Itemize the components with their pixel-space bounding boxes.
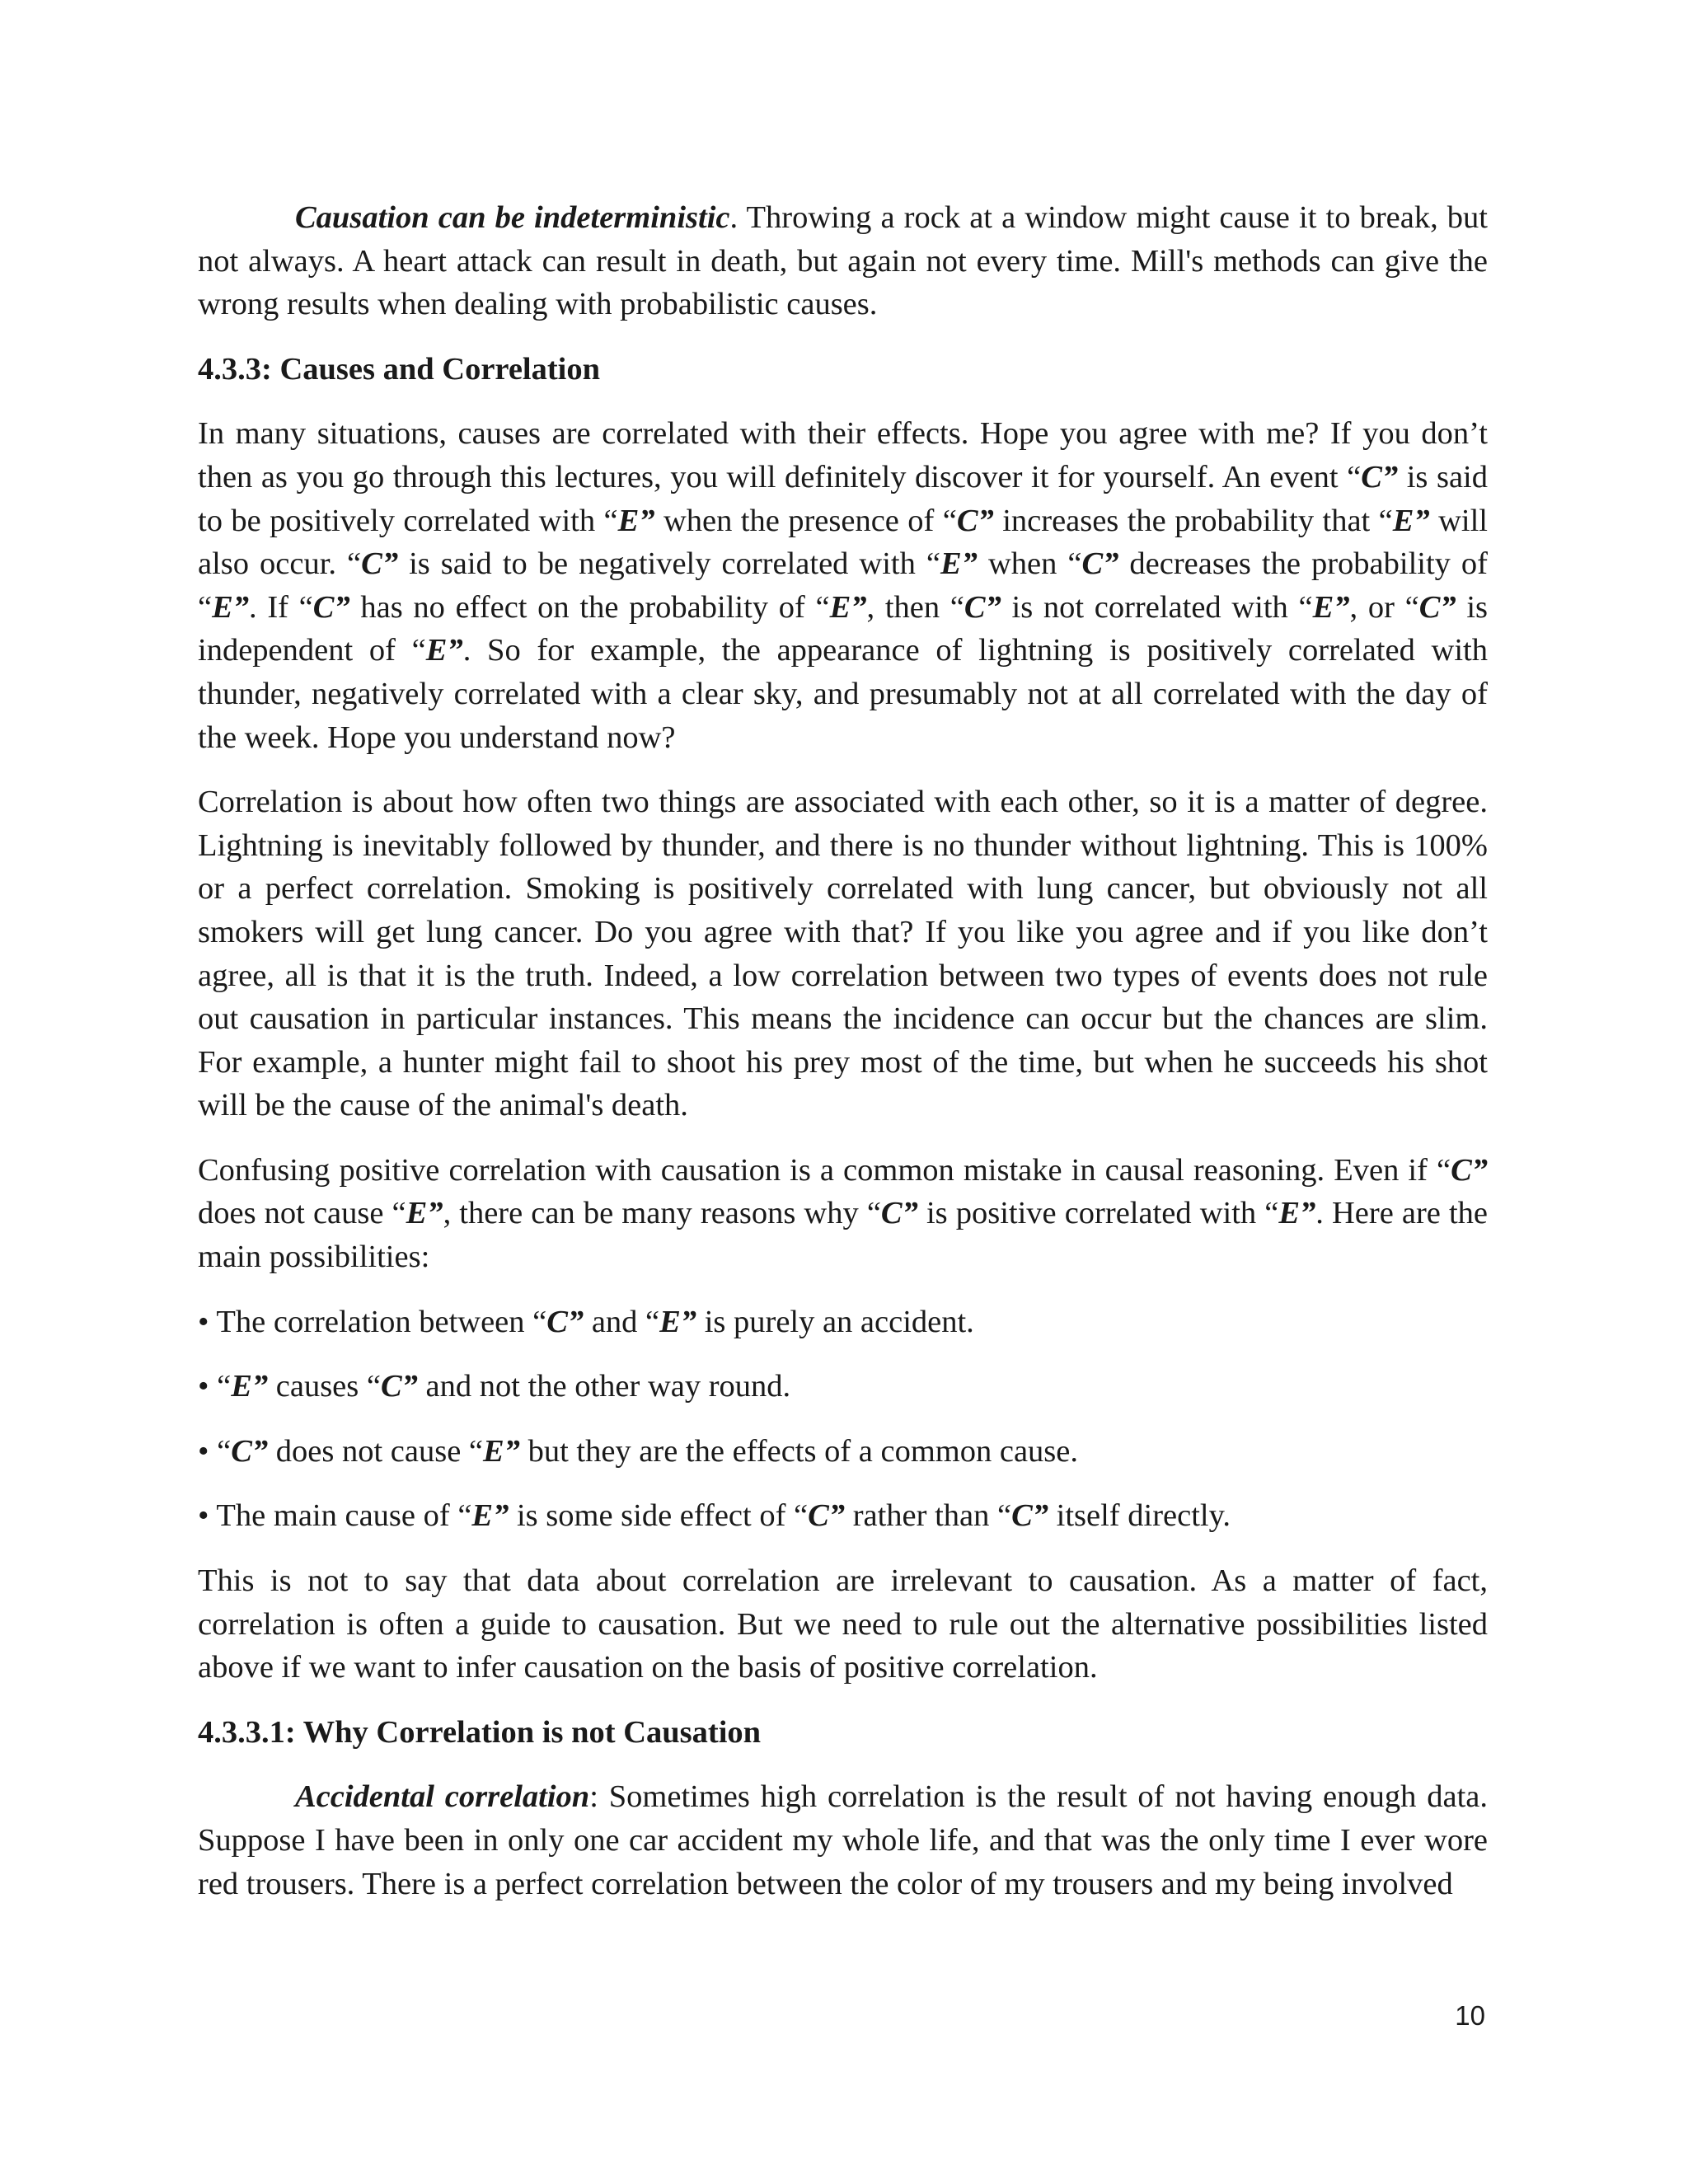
text-run: • The main cause of “	[198, 1498, 472, 1534]
text-run: is some side effect of “	[509, 1498, 809, 1534]
text-run: and “	[584, 1304, 660, 1339]
text-run: is said to be negatively correlated with “	[398, 546, 940, 582]
text-run: . If “	[249, 589, 313, 625]
symbol-e: E”	[940, 546, 978, 582]
paragraph-correlation-definition	[198, 412, 1488, 759]
text-run: • The correlation between “	[198, 1304, 547, 1339]
paragraph-text: : Sometimes high correlation is the result of not having enough data. Suppose I have been in only one car accident my whole life, and that was the only time I ever wore red trousers. There is a perfect correlation between the color of my trousers and my being involved	[198, 1779, 1488, 1901]
symbol-c: C”	[361, 546, 399, 582]
page-content	[198, 196, 1488, 1927]
text-run: is positive correlated with “	[917, 1196, 1279, 1231]
text-run: rather than “	[845, 1498, 1012, 1534]
page-number: 10	[1455, 2000, 1485, 2031]
text-run: when the presence of “	[654, 503, 957, 538]
text-run: does not cause “	[198, 1196, 406, 1231]
emphasis-lead: Causation can be indeterministic	[295, 200, 730, 235]
paragraph-accidental-correlation	[198, 1775, 1488, 1905]
symbol-e: E”	[659, 1304, 697, 1339]
list-item	[198, 1301, 1488, 1344]
text-run: is not correlated with “	[1001, 589, 1313, 625]
section-heading-causes-correlation: 4.3.3: Causes and Correlation	[198, 351, 601, 387]
text-run: but they are the effects of a common cause.	[519, 1433, 1078, 1469]
text-run: , there can be many reasons why “	[443, 1196, 881, 1231]
symbol-e: E”	[483, 1433, 520, 1469]
symbol-c: C”	[880, 1196, 918, 1231]
paragraph-indeterministic	[198, 196, 1488, 326]
symbol-e: E”	[231, 1369, 269, 1404]
text-run: is purely an accident.	[696, 1304, 974, 1339]
text-run: Confusing positive correlation with causation is a common mistake in causal reasoning. Even if “	[198, 1152, 1451, 1188]
symbol-c: C”	[1451, 1152, 1488, 1188]
text-run: and not the other way round.	[417, 1369, 791, 1404]
list-item	[198, 1494, 1488, 1538]
text-run: causes “	[268, 1369, 381, 1404]
text-run: , or “	[1349, 589, 1419, 625]
symbol-c: C”	[1081, 546, 1119, 582]
symbol-c: C”	[1418, 589, 1456, 625]
symbol-e: E”	[617, 503, 655, 538]
symbol-e: E”	[829, 589, 867, 625]
symbol-e: E”	[406, 1196, 443, 1231]
paragraph-confusing-correlation	[198, 1149, 1488, 1279]
emphasis-lead: Accidental correlation	[295, 1779, 590, 1815]
text-run: does not cause “	[268, 1433, 483, 1469]
symbol-e: E”	[1312, 589, 1350, 625]
symbol-c: C”	[312, 589, 350, 625]
section-heading-why-not-causation: 4.3.3.1: Why Correlation is not Causation	[198, 1714, 762, 1750]
list-item	[198, 1365, 1488, 1408]
symbol-c: C”	[1011, 1498, 1049, 1534]
symbol-e: E”	[425, 633, 463, 668]
text-run: when “	[977, 546, 1082, 582]
text-run: • “	[198, 1433, 232, 1469]
text-run: . So for example, the appearance of lightning is positively correlated with thunder, negatively correlated with a clear sky, and presumably not at all correlated with the day of the week. Hope you understand now?	[198, 633, 1488, 755]
text-run: • “	[198, 1369, 232, 1404]
text-run: is said to be positively correlated with “	[198, 459, 1488, 538]
text-run: has no effect on the probability of “	[349, 589, 830, 625]
symbol-e: E”	[1392, 503, 1430, 538]
symbol-c: C”	[380, 1369, 418, 1404]
symbol-c: C”	[808, 1498, 846, 1534]
text-run: In many situations, causes are correlated with their effects. Hope you agree with me? If you don’t then as you go through this lectures, you will definitely discover it for yourself. An event “	[198, 416, 1488, 494]
text-run: increases the probability that “	[993, 503, 1393, 538]
text-run: is independent of “	[198, 589, 1488, 668]
text-run: . Here are the main possibilities:	[198, 1196, 1488, 1275]
paragraph-correlation-guide: This is not to say that data about correlation are irrelevant to causation. As a matter of fact, correlation is often a guide to causation. But we need to rule out the alternative possibilities listed above if we want to infer causation on the basis of positive correlation.	[198, 1563, 1488, 1685]
text-run: decreases the probability of “	[198, 546, 1488, 625]
text-run: , then “	[866, 589, 964, 625]
paragraph-text: . Throwing a rock at a window might cause it to break, but not always. A heart attack can result in death, but again not every time. Mill's methods can give the wrong results when dealing with probabilistic causes.	[198, 200, 1488, 322]
symbol-c: C”	[964, 589, 1001, 625]
symbol-e: E”	[1278, 1196, 1316, 1231]
paragraph-correlation-degree: Correlation is about how often two things are associated with each other, so it is a matter of degree. Lightning is inevitably followed by thunder, and there is no thunder without lightning. This is 100% or a perfect correlation. Smoking is positively correlated with lung cancer, but obviously not all smokers will get lung cancer. Do you agree with that? If you like you agree and if you like don’t agree, all is that it is the truth. Indeed, a low correlation between two types of events does not rule out causation in particular instances. This means the incidence can occur but the chances are slim. For example, a hunter might fail to shoot his prey most of the time, but when he succeeds his shot will be the cause of the animal's death.	[198, 785, 1488, 1123]
symbol-c: C”	[231, 1433, 269, 1469]
list-item	[198, 1430, 1488, 1474]
symbol-e: E”	[471, 1498, 509, 1534]
symbol-e: E”	[212, 589, 250, 625]
symbol-c: C”	[956, 503, 994, 538]
symbol-c: C”	[1361, 459, 1399, 494]
text-run: itself directly.	[1048, 1498, 1231, 1534]
text-run: will also occur. “	[198, 503, 1488, 582]
symbol-c: C”	[546, 1304, 584, 1339]
